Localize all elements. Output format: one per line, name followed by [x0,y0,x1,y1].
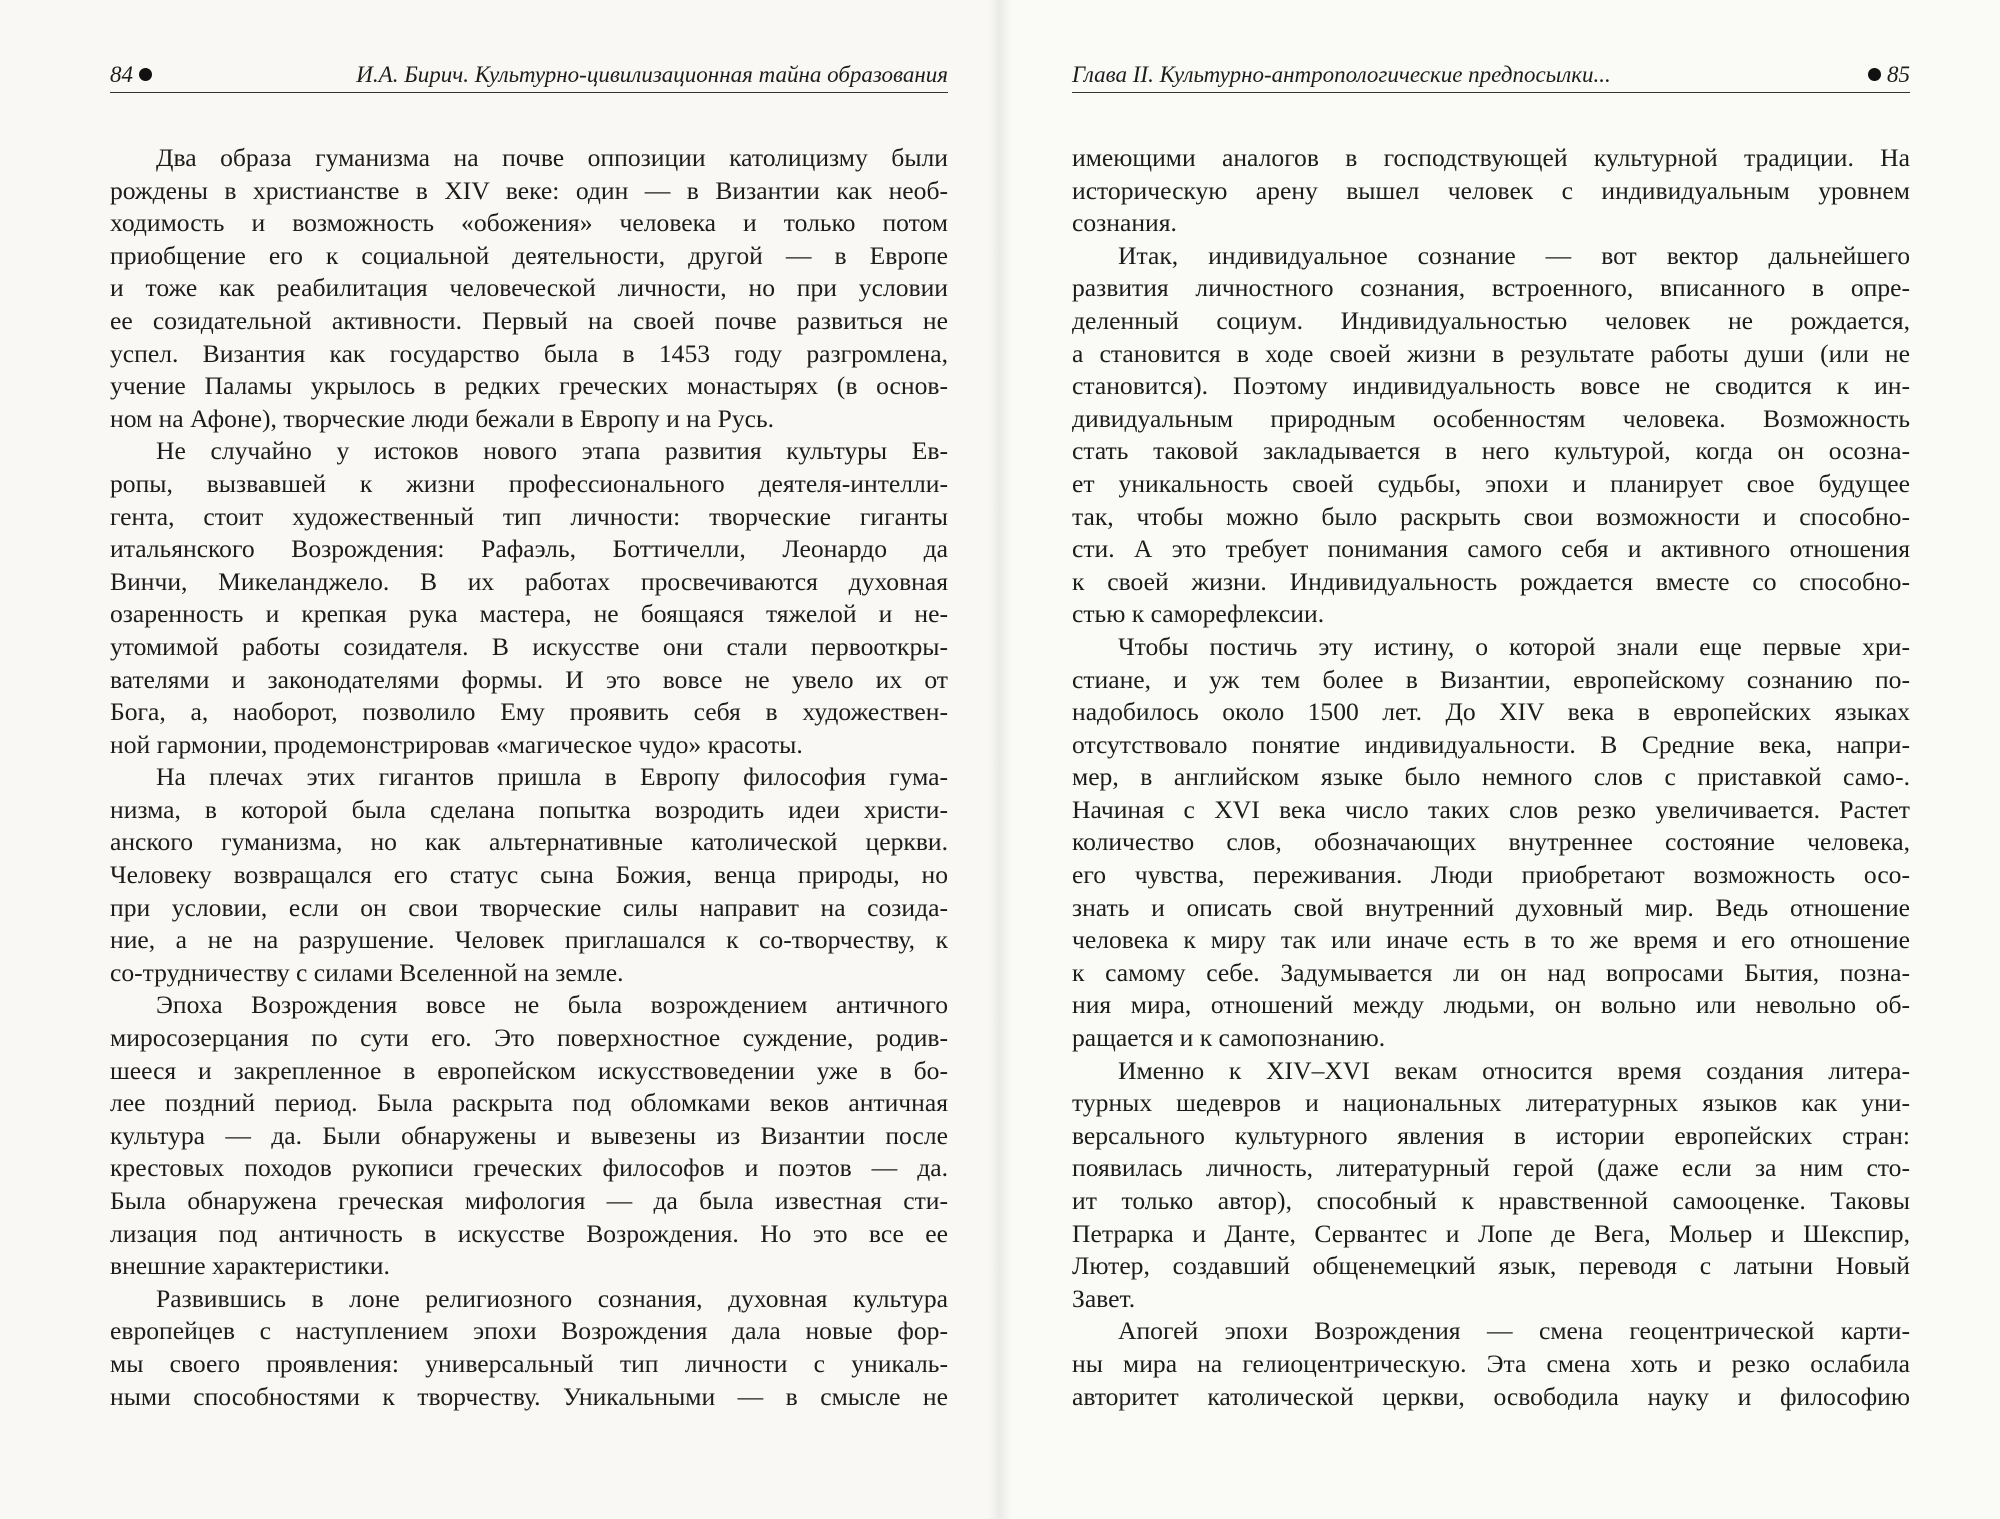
text-line: ет уникальность своей судьбы, эпохи и планирует свое будущее [1072,468,1910,498]
text-line: низма, в которой была сделана попытка возродить идеи христи- [110,794,948,824]
text-line: к своей жизни. Индивидуальность рождается вместе со способно- [1072,566,1910,596]
text-line: Петрарка и Данте, Сервантес и Лопе де Вега, Мольер и Шекспир, [1072,1218,1910,1248]
text-line: внешние характеристики. [110,1251,390,1281]
text-line: Винчи, Микеланджело. В их работах просвечиваются духовная [110,566,948,596]
text-line: На плечах этих гигантов пришла в Европу философия гума- [156,762,948,792]
text-line: ны мира на гелиоцентрическую. Эта смена хоть и резко ослабила [1072,1348,1910,1378]
text-line: сти. А это требует понимания самого себя и активного отношения [1072,534,1910,564]
text-line: европейцев с наступлением эпохи Возрождения дала новые фор- [110,1316,948,1346]
text-line: учение Паламы укрылось в редких греческих монастырях (в основ- [110,371,948,401]
right-header-title: Глава II. Культурно-антропологические предпосылки... [1072,62,1611,87]
text-line: знать и описать свой внутренний духовный мир. Ведь отношение [1072,892,1910,922]
text-line: стиане, и уж тем более в Византии, европейскому сознанию по- [1072,664,1910,694]
text-line: миросозерцания по сути его. Это поверхностное суждение, родив- [110,1023,948,1053]
text-line: мы своего проявления: универсальный тип личности с уникаль- [110,1348,948,1378]
text-line: ном на Афоне), творческие люди бежали в Европу и на Русь. [110,403,775,433]
text-line: становится). Поэтому индивидуальность вовсе не сводится к ин- [1072,371,1910,401]
right-running-header [1072,58,1910,93]
text-line: ной гармонии, продемонстрировав «магическое чудо» красоты. [110,729,803,759]
text-line: ропы, вызвавшей к жизни профессионального деятеля-интелли- [110,468,948,498]
text-line: Начиная с XVI века число таких слов резко увеличивается. Растет [1072,794,1910,824]
text-line: лизация под античность в искусстве Возрождения. Но это все ее [110,1218,948,1248]
left-running-header [110,58,948,93]
text-line: шееся и закрепленное в европейском искусствоведении уже в бо- [110,1055,948,1085]
right-page-body [1072,142,1910,1413]
left-page-body [110,142,948,1413]
text-line: озаренность и крепкая рука мастера, не боящаяся тяжелой и не- [110,599,948,629]
text-line: при условии, если он свои творческие силы направит на созида- [110,892,948,922]
text-line: мер, в английском языке было немного слов с приставкой само-. [1072,762,1910,792]
text-line: ние, а не на разрушение. Человек приглашался к со-творчеству, к [110,925,948,955]
text-line: его чувства, переживания. Люди приобретают возможность осо- [1072,860,1910,890]
text-line: Итак, индивидуальное сознание — вот вектор дальнейшего [1118,240,1910,270]
text-line: успел. Византия как государство была в 1453 году разгромлена, [110,338,948,368]
text-line: Лютер, создавший общенемецкий язык, переводя с латыни Новый [1072,1251,1910,1281]
text-line: Завет. [1072,1283,1136,1313]
text-line: человека к миру так или иначе есть в то же время и его отношение [1072,925,1910,955]
text-line: и тоже как реабилитация человеческой личности, но при условии [110,273,948,303]
text-line: авторитет католической церкви, освободила науку и философию [1072,1381,1910,1411]
text-line: деленный социум. Индивидуальностью человек не рождается, [1072,305,1910,335]
text-line: итальянского Возрождения: Рафаэль, Боттичелли, Леонардо да [110,534,948,564]
text-line: надобилось около 1500 лет. До XIV века в европейских языках [1072,697,1910,727]
text-line: так, чтобы можно было раскрыть свои возможности и способно- [1072,501,1910,531]
text-line: историческую арену вышел человек с индивидуальным уровнем [1072,175,1910,205]
left-page-number-group [110,58,158,92]
text-line: лее поздний период. Была раскрыта под обломками веков античная [110,1088,948,1118]
text-line: утомимой работы созидателя. В искусстве они стали первооткры- [110,631,948,661]
text-line: Человеку возвращался его статус сына Божия, венца природы, но [110,860,948,890]
text-line: крестовых походов рукописи греческих философов и поэтов — да. [110,1153,948,1183]
text-line: турных шедевров и национальных литературных языков как уни- [1072,1088,1910,1118]
left-page-number: 84 [110,62,133,87]
text-line: Два образа гуманизма на почве оппозиции католицизму были [156,143,948,172]
text-line: появилась личность, литературный герой (даже если за ним сто- [1072,1153,1910,1183]
text-line: Эпоха Возрождения вовсе не была возрождением античного [156,990,948,1020]
text-line: стью к саморефлексии. [1072,599,1325,629]
right-page [1000,0,2000,1519]
text-line: анского гуманизма, но как альтернативные католической церкви. [110,827,948,857]
text-line: ит только автор), способный к нравственной самооценке. Таковы [1072,1186,1910,1215]
text-line: ния мира, отношений между людьми, он вольно или невольно об- [1072,990,1910,1020]
text-line: Не случайно у истоков нового этапа развития культуры Ев- [156,436,948,466]
text-line: а становится в ходе своей жизни в результате работы души (или не [1072,338,1910,368]
text-line: ходимость и возможность «обожения» человека и только потом [110,208,948,238]
right-page-number: 85 [1887,62,1910,87]
right-page-number-group [1862,58,1910,92]
text-line: приобщение его к социальной деятельности, другой — в Европе [110,240,948,270]
text-line: культура — да. Были обнаружены и вывезены из Византии после [110,1120,948,1150]
bullet-dot-icon [139,68,152,81]
text-line: версального культурного явления в истории европейских стран: [1072,1120,1910,1150]
text-line: дивидуальным природным особенностям человека. Возможность [1072,403,1910,433]
text-line: развития личностного сознания, встроенного, вписанного в опре- [1072,273,1910,303]
text-line: вателями и законодателями формы. И это вовсе не увело их от [110,664,948,694]
book-spine-shadow [988,0,1012,1519]
text-line: Развившись в лоне религиозного сознания, духовная культура [156,1283,948,1313]
text-line: Именно к XIV–XVI векам относится время создания литера- [1118,1055,1910,1085]
text-line: рождены в христианстве в XIV веке: один — в Византии как необ- [110,175,948,205]
text-line: со-трудничеству с силами Вселенной на земле. [110,957,624,987]
text-line: Апогей эпохи Возрождения — смена геоцентрической карти- [1118,1316,1910,1346]
text-line: ее созидательной активности. Первый на своей почве развиться не [110,305,948,335]
text-line: Бога, а, наоборот, позволило Ему проявить себя в художествен- [110,697,948,727]
text-line: сознания. [1072,208,1177,238]
text-line: количество слов, обозначающих внутреннее состояние человека, [1072,827,1910,857]
text-line: Была обнаружена греческая мифология — да была известная сти- [110,1186,948,1215]
text-line: стать таковой закладывается в него культурой, когда он осозна- [1072,436,1910,466]
text-line: ными способностями к творчеству. Уникальными — в смысле не [110,1381,948,1411]
text-line: отсутствовало понятие индивидуальности. В Средние века, напри- [1072,729,1910,759]
text-line: Чтобы постичь эту истину, о которой знали еще первые хри- [1118,631,1910,661]
text-line: к самому себе. Задумывается ли он над вопросами Бытия, позна- [1072,957,1910,987]
text-line: имеющими аналогов в господствующей культурной традиции. На [1072,143,1910,172]
text-line: гента, стоит художественный тип личности: творческие гиганты [110,501,948,531]
text-line: ращается и к самопознанию. [1072,1023,1386,1053]
bullet-dot-icon [1868,68,1881,81]
left-header-title: И.А. Бирич. Культурно-цивилизационная тайна образования [356,62,948,87]
